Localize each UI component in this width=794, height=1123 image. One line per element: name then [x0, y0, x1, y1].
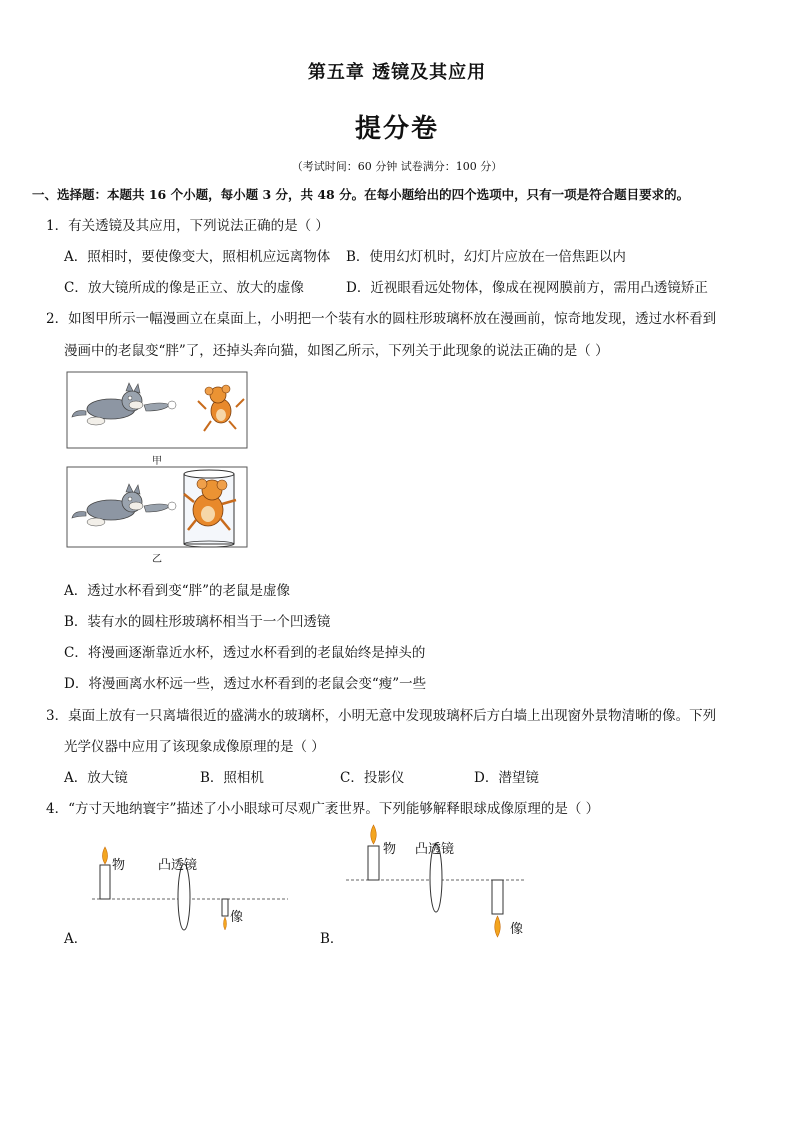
q3-option-c: C．投影仪 — [340, 770, 405, 786]
figure-jia-caption: 甲 — [152, 456, 162, 467]
candle-object — [100, 865, 110, 899]
q4a-image-label: 像 — [230, 910, 244, 925]
q2-option-a: A．透过水杯看到变“胖”的老鼠是虚像 — [64, 583, 291, 599]
candle-object — [368, 846, 379, 880]
q2-stem-line1: 2．如图甲所示一幅漫画立在桌面上，小明把一个装有水的圆柱形玻璃杯放在漫画前，惊奇地发现，透过水杯看到 — [46, 311, 717, 327]
q3-option-b: B．照相机 — [200, 770, 264, 786]
q4b-object-label: 物 — [383, 842, 397, 857]
section-instruction: 一、选择题：本题共 16 个小题，每小题 3 分，共 48 分。在每小题给出的四个选项中，只有一项是符合题目要求的。 — [32, 187, 690, 202]
inverted-flame-icon — [224, 917, 227, 930]
q1-stem: 1．有关透镜及其应用，下列说法正确的是（ ） — [46, 218, 329, 234]
exam-info: （考试时间：60 分钟 试卷满分：100 分） — [291, 160, 503, 173]
q4b-image-label: 像 — [510, 922, 524, 937]
q1-option-a: A．照相时，要使像变大，照相机应远离物体 — [64, 249, 331, 265]
figure-jia-cartoon — [66, 371, 248, 449]
q4a-object-label: 物 — [112, 858, 126, 873]
figure-yi-cartoon — [66, 466, 248, 548]
q3-stem-line2: 光学仪器中应用了该现象成像原理的是（ ） — [64, 739, 325, 755]
convex-lens — [178, 864, 190, 930]
q1-option-b: B．使用幻灯机时，幻灯片应放在一倍焦距以内 — [346, 249, 626, 265]
q3-option-d: D．潜望镜 — [474, 770, 539, 786]
flame-icon — [103, 847, 108, 864]
q2-option-d: D．将漫画离水杯远一些，透过水杯看到的老鼠会变“瘦”一些 — [64, 676, 427, 692]
paper-title: 提分卷 — [354, 114, 439, 144]
chapter-title: 第五章 透镜及其应用 — [307, 62, 487, 83]
q1-option-d: D．近视眼看远处物体，像成在视网膜前方，需用凸透镜矫正 — [346, 280, 708, 296]
q4-option-a: A． — [64, 931, 88, 947]
q4b-lens-label: 凸透镜 — [415, 842, 455, 857]
candle-image — [492, 880, 503, 914]
q3-stem-line1: 3．桌面上放有一只离墙很近的盛满水的玻璃杯，小明无意中发现玻璃杯后方白墙上出现窗外景物清晰的像。下列 — [46, 708, 717, 724]
q2-stem-line2: 漫画中的老鼠变“胖”了，还掉头奔向猫，如图乙所示，下列关于此现象的说法正确的是（ ） — [64, 343, 609, 359]
figure-yi-caption: 乙 — [152, 554, 162, 565]
q4-stem: 4．“方寸天地纳寰宇”描述了小小眼球可尽观广袤世界。下列能够解释眼球成像原理的是（ ） — [46, 801, 600, 817]
q4a-lens-label: 凸透镜 — [158, 858, 198, 873]
q4-diagram-a — [92, 838, 292, 938]
flame-icon — [371, 825, 377, 844]
q4-option-b: B． — [320, 931, 344, 947]
q3-option-a: A．放大镜 — [64, 770, 128, 786]
q1-option-c: C．放大镜所成的像是正立、放大的虚像 — [64, 280, 304, 296]
q2-option-c: C．将漫画逐渐靠近水杯，透过水杯看到的老鼠始终是掉头的 — [64, 645, 426, 661]
inverted-flame-icon — [495, 916, 501, 937]
candle-image — [222, 899, 228, 916]
q2-option-b: B．装有水的圆柱形玻璃杯相当于一个凹透镜 — [64, 614, 331, 630]
